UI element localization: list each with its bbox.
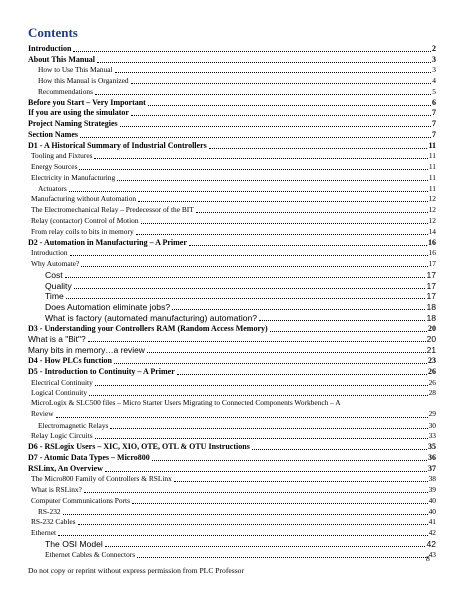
- toc-entry[interactable]: [28, 140, 436, 151]
- dot-leader: [270, 331, 427, 332]
- toc-entry[interactable]: [28, 248, 436, 259]
- dot-leader: [58, 535, 428, 536]
- toc-entry-page: 17: [426, 291, 436, 302]
- toc-entry-title: Quality: [45, 280, 72, 291]
- toc-entry[interactable]: [28, 344, 436, 355]
- toc-entry[interactable]: [28, 291, 436, 302]
- toc-entry-page: 4: [432, 76, 436, 86]
- dot-leader: [81, 266, 427, 267]
- toc-entry-page: 11: [428, 151, 436, 161]
- dot-leader: [63, 514, 428, 515]
- toc-entry-title: Ethernet Cables & Connectors: [45, 549, 136, 559]
- dot-leader: [209, 148, 428, 149]
- toc-entry-title: What is RSLinx?: [31, 485, 82, 495]
- toc-entry-title: RSLinx, An Overview: [28, 463, 103, 473]
- dot-leader: [56, 417, 428, 418]
- toc-entry-title: D4 - How PLCs function: [28, 355, 113, 365]
- toc-entry[interactable]: [28, 280, 436, 291]
- toc-entry-title: D7 - Atomic Data Types – Micro800: [28, 452, 150, 462]
- toc-entry[interactable]: [28, 334, 436, 345]
- toc-entry-page: 33: [428, 431, 436, 441]
- toc-entry[interactable]: [28, 215, 436, 226]
- dot-leader: [196, 212, 428, 213]
- toc-entry-title: Electromagnetic Relays: [38, 420, 109, 430]
- dot-leader: [147, 352, 426, 353]
- toc-entry-page: 3: [432, 54, 436, 64]
- toc-entry[interactable]: [28, 431, 436, 442]
- toc-entry[interactable]: [28, 441, 436, 452]
- dot-leader: [120, 126, 431, 127]
- dot-leader: [105, 471, 427, 472]
- dot-leader: [97, 62, 431, 63]
- toc-entry[interactable]: [28, 269, 436, 280]
- toc-entry-page: 12: [428, 205, 436, 215]
- toc-entry-title: Relay Logic Circuits: [31, 431, 93, 441]
- toc-entry-title: Why Automate?: [31, 259, 80, 269]
- dot-leader: [117, 180, 428, 181]
- toc-entry[interactable]: [28, 312, 436, 323]
- toc-entry-page: 16: [428, 237, 436, 247]
- toc-entry[interactable]: [28, 323, 436, 334]
- toc-entry[interactable]: [28, 194, 436, 205]
- dot-leader: [152, 460, 427, 461]
- toc-entry-page: 17: [426, 269, 436, 280]
- toc-entry-title: Many bits in memory…a review: [28, 345, 145, 356]
- toc-entry[interactable]: [28, 355, 436, 366]
- toc-entry-page: 28: [428, 388, 436, 398]
- dot-leader: [78, 524, 428, 525]
- toc-entry-page: 40: [428, 506, 436, 516]
- dot-leader: [141, 223, 428, 224]
- dot-leader: [94, 158, 427, 159]
- toc-entry-page: 29: [428, 409, 436, 419]
- toc-entry-page: 12: [428, 194, 436, 204]
- dot-leader: [148, 105, 431, 106]
- toc-entry-page: 43: [428, 549, 436, 559]
- toc-entry-title: D5 - Introduction to Continuity – A Primer: [28, 366, 175, 376]
- toc-entry[interactable]: [28, 506, 436, 517]
- toc-entry-page: 26: [428, 377, 436, 387]
- toc-entry[interactable]: [28, 86, 436, 97]
- toc-entry-title: Manufacturing without Automation: [31, 194, 137, 204]
- toc-entry-page: 20: [426, 334, 436, 345]
- toc-entry-page: 38: [428, 474, 436, 484]
- toc-entry-title: D1 - A Historical Summary of Industrial Controllers: [28, 140, 207, 150]
- toc-entry[interactable]: [28, 388, 436, 399]
- toc-entry[interactable]: [28, 517, 436, 528]
- toc-entry[interactable]: [28, 527, 436, 538]
- toc-entry[interactable]: [28, 172, 436, 183]
- toc-entry[interactable]: [28, 108, 436, 119]
- toc-entry-page: 6: [432, 97, 436, 107]
- dot-leader: [84, 492, 428, 493]
- toc-entry[interactable]: [28, 420, 436, 431]
- dot-leader: [114, 363, 427, 364]
- toc-entry-title: Time: [45, 291, 64, 302]
- dot-leader: [259, 320, 425, 321]
- toc-entry-title: Before you Start – Very Important: [28, 97, 146, 107]
- toc-entry[interactable]: [28, 97, 436, 108]
- toc-entry[interactable]: [28, 377, 436, 388]
- toc-entry-title: What is factory (automated manufacturing) automation?: [45, 312, 258, 323]
- toc-entry-title: Tooling and Fixtures: [31, 151, 93, 161]
- dot-leader: [174, 481, 428, 482]
- toc-entry-page: 18: [426, 302, 436, 313]
- dot-leader: [95, 385, 428, 386]
- toc-entry-page: 16: [428, 248, 436, 258]
- toc-entry-page: 11: [428, 140, 436, 150]
- toc-entry-title: Electricity in Manufacturing: [31, 172, 116, 182]
- dot-leader: [137, 557, 428, 558]
- toc-entry-page: 39: [428, 485, 436, 495]
- toc-entry-title-continued: Review: [31, 409, 54, 419]
- toc-entry-title: Logical Continuity: [31, 388, 88, 398]
- toc-entry-page: 30: [428, 420, 436, 430]
- toc-entry-page: 40: [428, 495, 436, 505]
- dot-leader: [65, 277, 426, 278]
- toc-entry[interactable]: [28, 54, 436, 65]
- toc-entry-page: 36: [428, 452, 436, 462]
- toc-entry[interactable]: [28, 484, 436, 495]
- toc-entry[interactable]: [28, 463, 436, 474]
- toc-entry-title: The OSI Model: [45, 538, 103, 549]
- toc-entry-page: 26: [428, 366, 436, 376]
- dot-leader: [172, 309, 425, 310]
- toc-entry[interactable]: [28, 75, 436, 86]
- dot-leader: [131, 115, 431, 116]
- toc-entry-title: RS-232 Cables: [31, 517, 76, 527]
- toc-entry-page: 20: [428, 323, 436, 333]
- dot-leader: [80, 137, 431, 138]
- toc-entry[interactable]: [28, 237, 436, 248]
- toc-entry-page: 41: [428, 517, 436, 527]
- toc-entry-page: 42: [426, 538, 436, 549]
- toc-entry[interactable]: [28, 549, 436, 560]
- toc-entry[interactable]: [28, 43, 436, 54]
- dot-leader: [189, 245, 427, 246]
- toc-entry-title: About This Manual: [28, 54, 95, 64]
- toc-entry-title: How this Manual is Organized: [38, 76, 129, 86]
- dot-leader: [115, 72, 432, 73]
- toc-entry-page: 11: [428, 172, 436, 182]
- table-of-contents: [28, 43, 436, 560]
- toc-entry-title: Project Naming Strategies: [28, 119, 118, 129]
- toc-entry-page: 5: [432, 86, 436, 96]
- toc-entry-title: Actuators: [38, 183, 67, 193]
- toc-entry-title: Electrical Continuity: [31, 377, 93, 387]
- dot-leader: [70, 255, 428, 256]
- toc-entry-page: 12: [428, 216, 436, 226]
- toc-entry-page: 7: [432, 108, 436, 118]
- toc-entry-title: Recommendations: [38, 86, 94, 96]
- toc-entry-title: Introduction: [31, 248, 68, 258]
- toc-entry-title: Introduction: [28, 43, 72, 53]
- dot-leader: [177, 374, 427, 375]
- toc-entry-title: Relay (contactor) Control of Motion: [31, 216, 139, 226]
- toc-entry[interactable]: [28, 161, 436, 172]
- toc-entry-page: 21: [426, 345, 436, 356]
- dot-leader: [132, 503, 428, 504]
- toc-entry-title: Cost: [45, 269, 63, 280]
- toc-entry[interactable]: [28, 129, 436, 140]
- dot-leader: [252, 449, 427, 450]
- dot-leader: [136, 234, 428, 235]
- contents-heading: Contents: [28, 25, 78, 40]
- toc-entry-page: 3: [432, 65, 436, 75]
- page-number: 8: [426, 554, 430, 563]
- toc-entry-title: Computer Communications Ports: [31, 495, 130, 505]
- toc-entry-title: D2 - Automation in Manufacturing – A Primer: [28, 237, 187, 247]
- dot-leader: [69, 191, 428, 192]
- toc-entry-title: RS-232: [38, 506, 61, 516]
- toc-entry[interactable]: [28, 398, 436, 420]
- toc-entry[interactable]: [28, 65, 436, 76]
- toc-entry-title: The Electromechanical Relay – Predecessor of the BIT: [31, 205, 194, 215]
- toc-entry-page: 11: [428, 162, 436, 172]
- toc-entry[interactable]: [28, 366, 436, 377]
- toc-entry-page: 42: [428, 528, 436, 538]
- toc-entry[interactable]: [28, 118, 436, 129]
- toc-entry[interactable]: [28, 474, 436, 485]
- dot-leader: [79, 169, 427, 170]
- toc-entry-title: Ethernet: [31, 528, 57, 538]
- toc-entry-title: How to Use This Manual: [38, 65, 113, 75]
- toc-entry-title: D3 - Understanding your Controllers RAM (Random Access Memory): [28, 323, 268, 333]
- toc-entry-page: 37: [428, 463, 436, 473]
- copyright-footer: Do not copy or reprint without express permission from PLC Professor: [28, 566, 244, 575]
- dot-leader: [131, 83, 432, 84]
- dot-leader: [110, 428, 427, 429]
- toc-entry-title: What is a "Bit"?: [28, 334, 86, 345]
- toc-entry[interactable]: [28, 151, 436, 162]
- toc-entry[interactable]: [28, 204, 436, 215]
- toc-entry-title: MicroLogix & SLC500 files – Micro Starter Users Migrating to Connected Components Workbench – A: [31, 398, 341, 408]
- dot-leader: [73, 51, 431, 52]
- toc-entry-title: D6 - RSLogix Users – XIC, XIO, OTE, OTL & OTU Instructions: [28, 442, 250, 452]
- toc-entry-page: 17: [426, 280, 436, 291]
- dot-leader: [95, 94, 431, 95]
- toc-entry-title: The Micro800 Family of Controllers & RSLinx: [31, 474, 172, 484]
- toc-entry-page: 11: [428, 183, 436, 193]
- dot-leader: [95, 438, 428, 439]
- toc-entry-title: If you are using the simulator: [28, 108, 129, 118]
- toc-entry-title: Energy Sources: [31, 162, 78, 172]
- toc-entry-page: 35: [428, 442, 436, 452]
- toc-entry[interactable]: [28, 258, 436, 269]
- dot-leader: [89, 395, 428, 396]
- toc-entry-title: Section Names: [28, 129, 78, 139]
- toc-entry-page: 7: [432, 119, 436, 129]
- toc-entry-page: 7: [432, 129, 436, 139]
- dot-leader: [88, 341, 426, 342]
- toc-entry[interactable]: [28, 538, 436, 549]
- toc-entry-title: Does Automation eliminate jobs?: [45, 302, 171, 313]
- dot-leader: [138, 201, 428, 202]
- toc-entry[interactable]: [28, 495, 436, 506]
- dot-leader: [105, 546, 426, 547]
- toc-entry[interactable]: [28, 183, 436, 194]
- toc-entry[interactable]: [28, 452, 436, 463]
- toc-entry-title: From relay coils to bits in memory: [31, 226, 134, 236]
- toc-entry-page: 18: [426, 312, 436, 323]
- toc-entry[interactable]: [28, 301, 436, 312]
- toc-entry-page: 2: [432, 43, 436, 53]
- dot-leader: [74, 288, 426, 289]
- toc-entry-page: 14: [428, 226, 436, 236]
- toc-entry-page: 23: [428, 355, 436, 365]
- dot-leader: [66, 298, 426, 299]
- toc-entry-page: 17: [428, 259, 436, 269]
- toc-entry[interactable]: [28, 226, 436, 237]
